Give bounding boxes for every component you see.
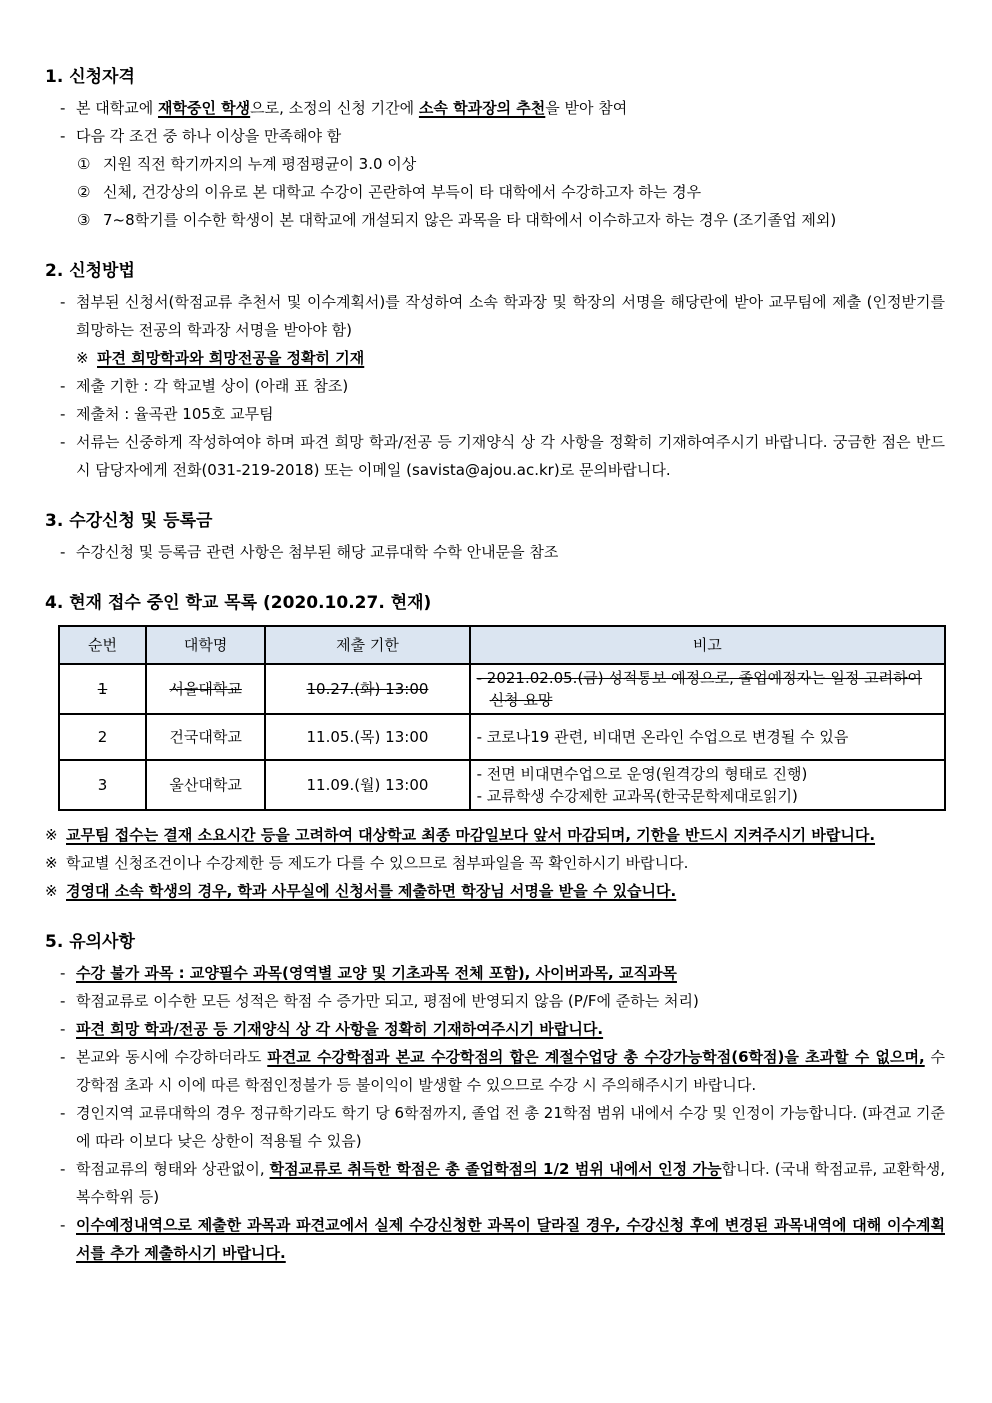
- table-header-cell: 제출 기한: [265, 626, 469, 664]
- item-text: [103, 206, 945, 234]
- cell-number: 2: [59, 714, 146, 760]
- item-text: [76, 1099, 945, 1155]
- cell-deadline: 11.09.(월) 13:00: [265, 760, 469, 810]
- list-item: [60, 1099, 945, 1155]
- item-text: [76, 1015, 945, 1043]
- reference-mark-icon: ※: [45, 882, 58, 900]
- table-row: [59, 760, 945, 810]
- reference-mark-icon: ※: [45, 854, 58, 872]
- bullet-marker: -: [60, 992, 66, 1010]
- bullet-marker: -: [60, 1104, 66, 1122]
- text-run: 첨부된 신청서(학점교류 추천서 및 이수계획서)를 작성하여 소속 학과장 및 학장의 서명을 해당란에 받아 교무팀에 제출 (인정받기를 희망하는 전공의 학과장 서명을 받아야 함): [76, 293, 945, 339]
- item-text: [97, 344, 945, 372]
- text-run: 제출처 : 율곡관 105호 교무팀: [76, 405, 274, 423]
- text-run: 경인지역 교류대학의 경우 정규학기라도 학기 당 6학점까지, 졸업 전 총 21학점 범위 내에서 수강 및 인정이 가능합니다. (파견교 기준에 따라 이보다 낮은 상한이 적용될 수 있음): [76, 1104, 945, 1150]
- text-run: 파견교 수강학점과 본교 수강학점의 합은 계절수업당 총 수강가능학점(6학점)을 초과할 수 없으며,: [267, 1048, 925, 1066]
- text-run: 본 대학교에: [76, 99, 158, 117]
- remark-line: - 2021.02.05.(금) 성적통보 예정으로, 졸업예정자는 일정 고려하여 신청 요망: [476, 669, 923, 709]
- table-header-row: [59, 626, 945, 664]
- bullet-marker: ②: [77, 183, 91, 201]
- remark-line: - 전면 비대면수업으로 운영(원격강의 형태로 진행): [476, 765, 808, 783]
- text-run: 경영대 소속 학생의 경우, 학과 사무실에 신청서를 제출하면 학장님 서명을 받을 수 있습니다.: [66, 882, 677, 900]
- cell-remarks: [470, 714, 945, 760]
- item-text: [103, 150, 945, 178]
- list-item: [76, 344, 945, 372]
- section-heading: 1. 신청자격: [45, 67, 135, 87]
- cell-remarks: [470, 664, 945, 714]
- bullet-marker: -: [60, 405, 66, 423]
- list-item: [60, 428, 945, 484]
- bullet-marker: ①: [77, 155, 91, 173]
- bullet-marker: ※: [76, 349, 89, 367]
- item-text: [76, 538, 945, 566]
- text-run: 학점교류로 취득한 학점은 총 졸업학점의 1/2 범위 내에서 인정 가능: [269, 1160, 722, 1178]
- item-text: [76, 400, 945, 428]
- item-text: [66, 821, 945, 849]
- schools-table: [58, 625, 946, 811]
- list-item: [60, 372, 945, 400]
- cell-number: 1: [59, 664, 146, 714]
- text-run: 다음 각 조건 중 하나 이상을 만족해야 함: [76, 127, 342, 145]
- text-run: 지원 직전 학기까지의 누계 평점평균이 3.0 이상: [103, 155, 417, 173]
- bullet-marker: -: [60, 1020, 66, 1038]
- bullet-marker: -: [60, 1048, 66, 1066]
- cell-school-name: 건국대학교: [146, 714, 265, 760]
- list-item: [60, 1043, 945, 1099]
- cell-number: 3: [59, 760, 146, 810]
- list-item: [60, 94, 945, 122]
- list-item: [60, 122, 945, 150]
- item-text: [76, 372, 945, 400]
- list-item: [60, 400, 945, 428]
- item-text: [103, 178, 945, 206]
- list-item: [77, 206, 945, 234]
- section-heading: 2. 신청방법: [45, 261, 135, 281]
- bullet-marker: -: [60, 543, 66, 561]
- list-item: [60, 1015, 945, 1043]
- text-run: 신체, 건강상의 이유로 본 대학교 수강이 곤란하여 부득이 타 대학에서 수강하고자 하는 경우: [103, 183, 702, 201]
- text-run: 으로, 소정의 신청 기간에: [250, 99, 419, 117]
- text-run: 본교와 동시에 수강하더라도: [76, 1048, 268, 1066]
- text-run: 소속 학과장의 추천: [418, 99, 546, 117]
- list-item: [60, 288, 945, 344]
- item-text: [76, 1155, 945, 1211]
- section-heading: 4. 현재 접수 중인 학교 목록 (2020.10.27. 현재): [45, 593, 432, 613]
- item-text: [76, 959, 945, 987]
- item-text: [66, 849, 945, 877]
- item-text: [76, 428, 945, 484]
- table-header-cell: 비고: [470, 626, 945, 664]
- remark-line: - 교류학생 수강제한 교과목(한국문학제대로읽기): [476, 787, 798, 805]
- list-item: [60, 959, 945, 987]
- text-run: 재학중인 학생: [158, 99, 251, 117]
- section-heading: 5. 유의사항: [45, 932, 135, 952]
- text-run: 교무팀 접수는 결재 소요시간 등을 고려하여 대상학교 최종 마감일보다 앞서 마감되며, 기한을 반드시 지켜주시기 바랍니다.: [66, 826, 876, 844]
- text-run: 파견 희망 학과/전공 등 기재양식 상 각 사항을 정확히 기재하여주시기 바랍니다.: [76, 1020, 604, 1038]
- text-run: 수강 불가 과목 : 교양필수 과목(영역별 교양 및 기초과목 전체 포함), 사이버과목, 교직과목: [76, 964, 677, 982]
- item-text: [76, 288, 945, 344]
- text-run: 파견 희망학과와 희망전공을 정확히 기재: [97, 349, 365, 367]
- text-run: 서류는 신중하게 작성하여야 하며 파견 희망 학과/전공 등 기재양식 상 각 사항을 정확히 기재하여주시기 바랍니다. 궁금한 점은 반드시 담당자에게 전화(031-219-2018) 또는 이메일 (savista@ajou.ac.kr)로 문의바랍니다.: [76, 433, 945, 479]
- bullet-marker: -: [60, 99, 66, 117]
- bullet-marker: -: [60, 964, 66, 982]
- list-item: [77, 178, 945, 206]
- bullet-marker: -: [60, 433, 66, 451]
- cell-remarks: [470, 760, 945, 810]
- item-text: [76, 94, 945, 122]
- item-text: [76, 122, 945, 150]
- list-item: [60, 1155, 945, 1211]
- list-item: [60, 987, 945, 1015]
- table-body: [59, 664, 945, 810]
- list-item: [60, 1211, 945, 1267]
- bullet-marker: -: [60, 1216, 66, 1234]
- section-heading: 3. 수강신청 및 등록금: [45, 511, 213, 531]
- table-head: [59, 626, 945, 664]
- text-run: 수강학점 초과 시 이에 따른 학점인정불가 등 불이익이 발생할 수 있으므로 수강 시 주의해주시기 바랍니다.: [76, 1048, 946, 1094]
- list-item: [77, 150, 945, 178]
- cell-deadline: 11.05.(목) 13:00: [265, 714, 469, 760]
- text-run: 이수예정내역으로 제출한 과목과 파견교에서 실제 수강신청한 과목이 달라질 경우, 수강신청 후에 변경된 과목내역에 대해 이수계획서를 추가 제출하시기 바랍니다.: [76, 1216, 945, 1262]
- text-run: 학점교류의 형태와 상관없이,: [76, 1160, 270, 1178]
- item-text: [76, 987, 945, 1015]
- table-row: [59, 664, 945, 714]
- cell-deadline: 10.27.(화) 13:00: [265, 664, 469, 714]
- note-item: [45, 849, 945, 877]
- text-run: 제출 기한 : 각 학교별 상이 (아래 표 참조): [76, 377, 349, 395]
- cell-school-name: 울산대학교: [146, 760, 265, 810]
- cell-school-name: 서울대학교: [146, 664, 265, 714]
- bullet-marker: -: [60, 127, 66, 145]
- table-row: [59, 714, 945, 760]
- bullet-marker: -: [60, 1160, 66, 1178]
- text-run: 합니다. (국내 학점교류, 교환학생, 복수학위 등): [76, 1160, 945, 1206]
- remark-line: - 코로나19 관련, 비대면 온라인 수업으로 변경될 수 있음: [476, 728, 849, 746]
- reference-mark-icon: ※: [45, 826, 58, 844]
- item-text: [76, 1043, 945, 1099]
- bullet-marker: ③: [77, 211, 91, 229]
- table-header-cell: 순번: [59, 626, 146, 664]
- text-run: 7~8학기를 이수한 학생이 본 대학교에 개설되지 않은 과목을 타 대학에서 이수하고자 하는 경우 (조기졸업 제외): [103, 211, 837, 229]
- list-item: [60, 538, 945, 566]
- note-item: [45, 821, 945, 849]
- item-text: [76, 1211, 945, 1267]
- text-run: 을 받아 참여: [545, 99, 628, 117]
- note-item: [45, 877, 945, 905]
- text-run: 학점교류로 이수한 모든 성적은 학점 수 증가만 되고, 평점에 반영되지 않음 (P/F에 준하는 처리): [76, 992, 699, 1010]
- bullet-marker: -: [60, 293, 66, 311]
- table-header-cell: 대학명: [146, 626, 265, 664]
- text-run: 학교별 신청조건이나 수강제한 등 제도가 다를 수 있으므로 첨부파일을 꼭 확인하시기 바랍니다.: [66, 854, 689, 872]
- text-run: 수강신청 및 등록금 관련 사항은 첨부된 해당 교류대학 수학 안내문을 참조: [76, 543, 559, 561]
- bullet-marker: -: [60, 377, 66, 395]
- item-text: [66, 877, 945, 905]
